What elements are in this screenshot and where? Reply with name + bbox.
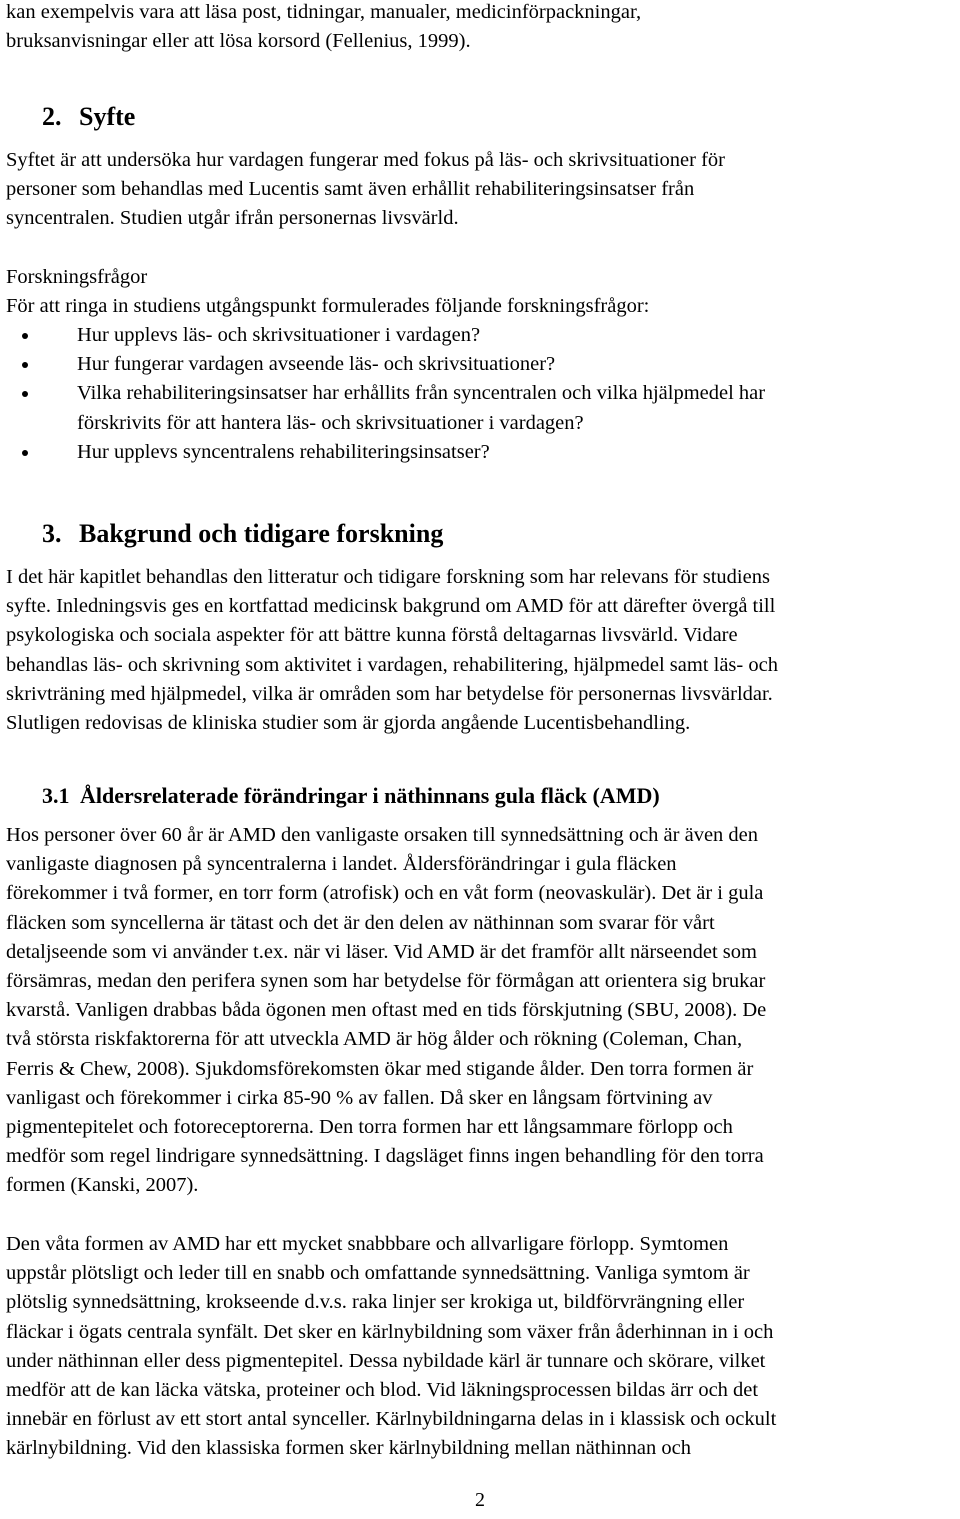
text-line: medför att de kan läcka vätska, proteiner och blod. Vid läkningsprocessen bildas ärr och det	[6, 1379, 759, 1402]
text-line: Ferris & Chew, 2008). Sjukdomsförekomsten ökar med stigande ålder. Den torra formen är	[6, 1057, 754, 1080]
section-3-1-paragraph-2	[6, 1230, 776, 1464]
list-item-text: Hur upplevs läs- och skrivsituationer i vardagen?	[77, 324, 481, 346]
research-questions-list	[6, 321, 765, 467]
text-line: I det här kapitlet behandlas den litteratur och tidigare forskning som har relevans för studiens	[6, 566, 770, 588]
section-2-heading	[42, 100, 135, 134]
intro-paragraph	[6, 0, 641, 56]
list-item	[6, 350, 765, 379]
text-line: kärlnybildning. Vid den klassiska formen sker kärlnybildning mellan näthinnan och	[6, 1437, 692, 1460]
text-line: formen (Kanski, 2007).	[6, 1174, 199, 1197]
section-3-1-heading	[42, 781, 660, 811]
section-2-paragraph	[6, 146, 725, 234]
text-line: detaljseende som vi använder t.ex. när vi läser. Vid AMD är det framför allt närseendet som	[6, 940, 757, 963]
text-line: syfte. Inledningsvis ges en kortfattad medicinsk bakgrund om AMD för att därefter övergå till	[6, 595, 776, 618]
text-line: uppstår plötsligt och leder till en snabb och omfattande synnedsättning. Vanliga symtom är	[6, 1262, 750, 1285]
text-line: innebär en förlust av ett stort antal synceller. Kärlnybildningarna delas in i klassisk och ockult	[6, 1408, 777, 1431]
text-line: plötslig synnedsättning, krokseende d.v.s. raka linjer ser krokiga ut, bildförvrängning eller	[6, 1291, 745, 1314]
section-3-heading	[42, 517, 443, 551]
list-item-text: Hur upplevs syncentralens rehabiliteringsinsatser?	[77, 440, 490, 463]
text-line: fläcken som syncellerna är tätast och det är den delen av näthinnan som svarar för vårt	[6, 911, 715, 934]
section-title: Åldersrelaterade förändringar i näthinnans gula fläck (AMD)	[80, 783, 660, 808]
page-number: 2	[475, 1489, 485, 1511]
text-line: psykologiska och sociala aspekter för att bättre kunna förstå deltagarnas livsvärld. Vidare	[6, 624, 738, 647]
list-item	[6, 321, 765, 350]
list-item	[6, 379, 765, 437]
text-line: personer som behandlas med Lucentis samt även erhållit rehabiliteringsinsatser från	[6, 178, 695, 201]
text-line: bruksanvisningar eller att lösa korsord (Fellenius, 1999).	[6, 30, 471, 53]
list-item	[6, 438, 765, 467]
section-title: Syfte	[79, 102, 136, 131]
list-item-text: förskrivits för att hantera läs- och skrivsituationer i vardagen?	[77, 411, 584, 434]
list-item-text: Hur fungerar vardagen avseende läs- och skrivsituationer?	[77, 353, 556, 376]
text-line: Hos personer över 60 år är AMD den vanligaste orsaken till synnedsättning och är även den	[6, 824, 759, 846]
research-questions-heading: Forskningsfrågor	[6, 266, 148, 288]
text-line: kvarstå. Vanligen drabbas båda ögonen men oftast med en tids förskjutning (SBU, 2008). De	[6, 999, 767, 1022]
text-line: medför som regel lindrigare synnedsättning. I dagsläget finns ingen behandling för den torra	[6, 1145, 764, 1168]
text-line: behandlas läs- och skrivning som aktivitet i vardagen, rehabilitering, hjälpmedel samt läs- och	[6, 653, 778, 676]
text-line: Slutligen redovisas de kliniska studier som är gjorda angående Lucentisbehandling.	[6, 712, 691, 735]
text-line: kan exempelvis vara att läsa post, tidningar, manualer, medicinförpackningar,	[6, 1, 642, 23]
text-line: vanligast och förekommer i cirka 85-90 % av fallen. Då sker en långsam förtvining av	[6, 1086, 713, 1109]
section-number: 2.	[42, 102, 62, 131]
section-number: 3.	[42, 519, 62, 548]
text-line: vanligaste diagnosen på syncentralerna i landet. Åldersförändringar i gula fläcken	[6, 853, 677, 876]
text-line: syncentralen. Studien utgår ifrån personernas livsvärld.	[6, 207, 459, 230]
text-line: förekommer i två former, en torr form (atrofisk) och en våt form (neovaskulär). Det är i gula	[6, 882, 764, 905]
section-3-paragraph	[6, 563, 778, 738]
text-line: två största riskfaktorerna för att utveckla AMD är hög ålder och rökning (Coleman, Chan,	[6, 1028, 743, 1051]
text-line: under näthinnan eller dess pigmentepitel. Dessa nybildade kärl är tunnare och skörare, vilket	[6, 1349, 766, 1372]
text-line: skrivträning med hjälpmedel, vilka är områden som har betydelse för personernas livsvärldar.	[6, 682, 773, 705]
text-line: fläckar i ögats centrala synfält. Det sker en kärlnybildning som växer från åderhinnan in i och	[6, 1320, 774, 1343]
section-3-1-paragraph-1	[6, 821, 766, 1201]
research-questions-intro: För att ringa in studiens utgångspunkt formulerades följande forskningsfrågor:	[6, 295, 650, 317]
text-line: Syftet är att undersöka hur vardagen fungerar med fokus på läs- och skrivsituationer för	[6, 149, 725, 171]
text-line: pigmentepitelet och fotoreceptorerna. Den torra formen har ett långsammare förlopp och	[6, 1116, 733, 1139]
section-number: 3.1	[42, 783, 70, 808]
section-title: Bakgrund och tidigare forskning	[79, 519, 444, 548]
text-line: försämras, medan den perifera synen som har betydelse för förmågan att orientera sig brukar	[6, 970, 766, 993]
text-line: Den våta formen av AMD har ett mycket snabbbare och allvarligare förlopp. Symtomen	[6, 1233, 729, 1255]
list-item-text: Vilka rehabiliteringsinsatser har erhållits från syncentralen och vilka hjälpmedel har	[77, 382, 766, 405]
